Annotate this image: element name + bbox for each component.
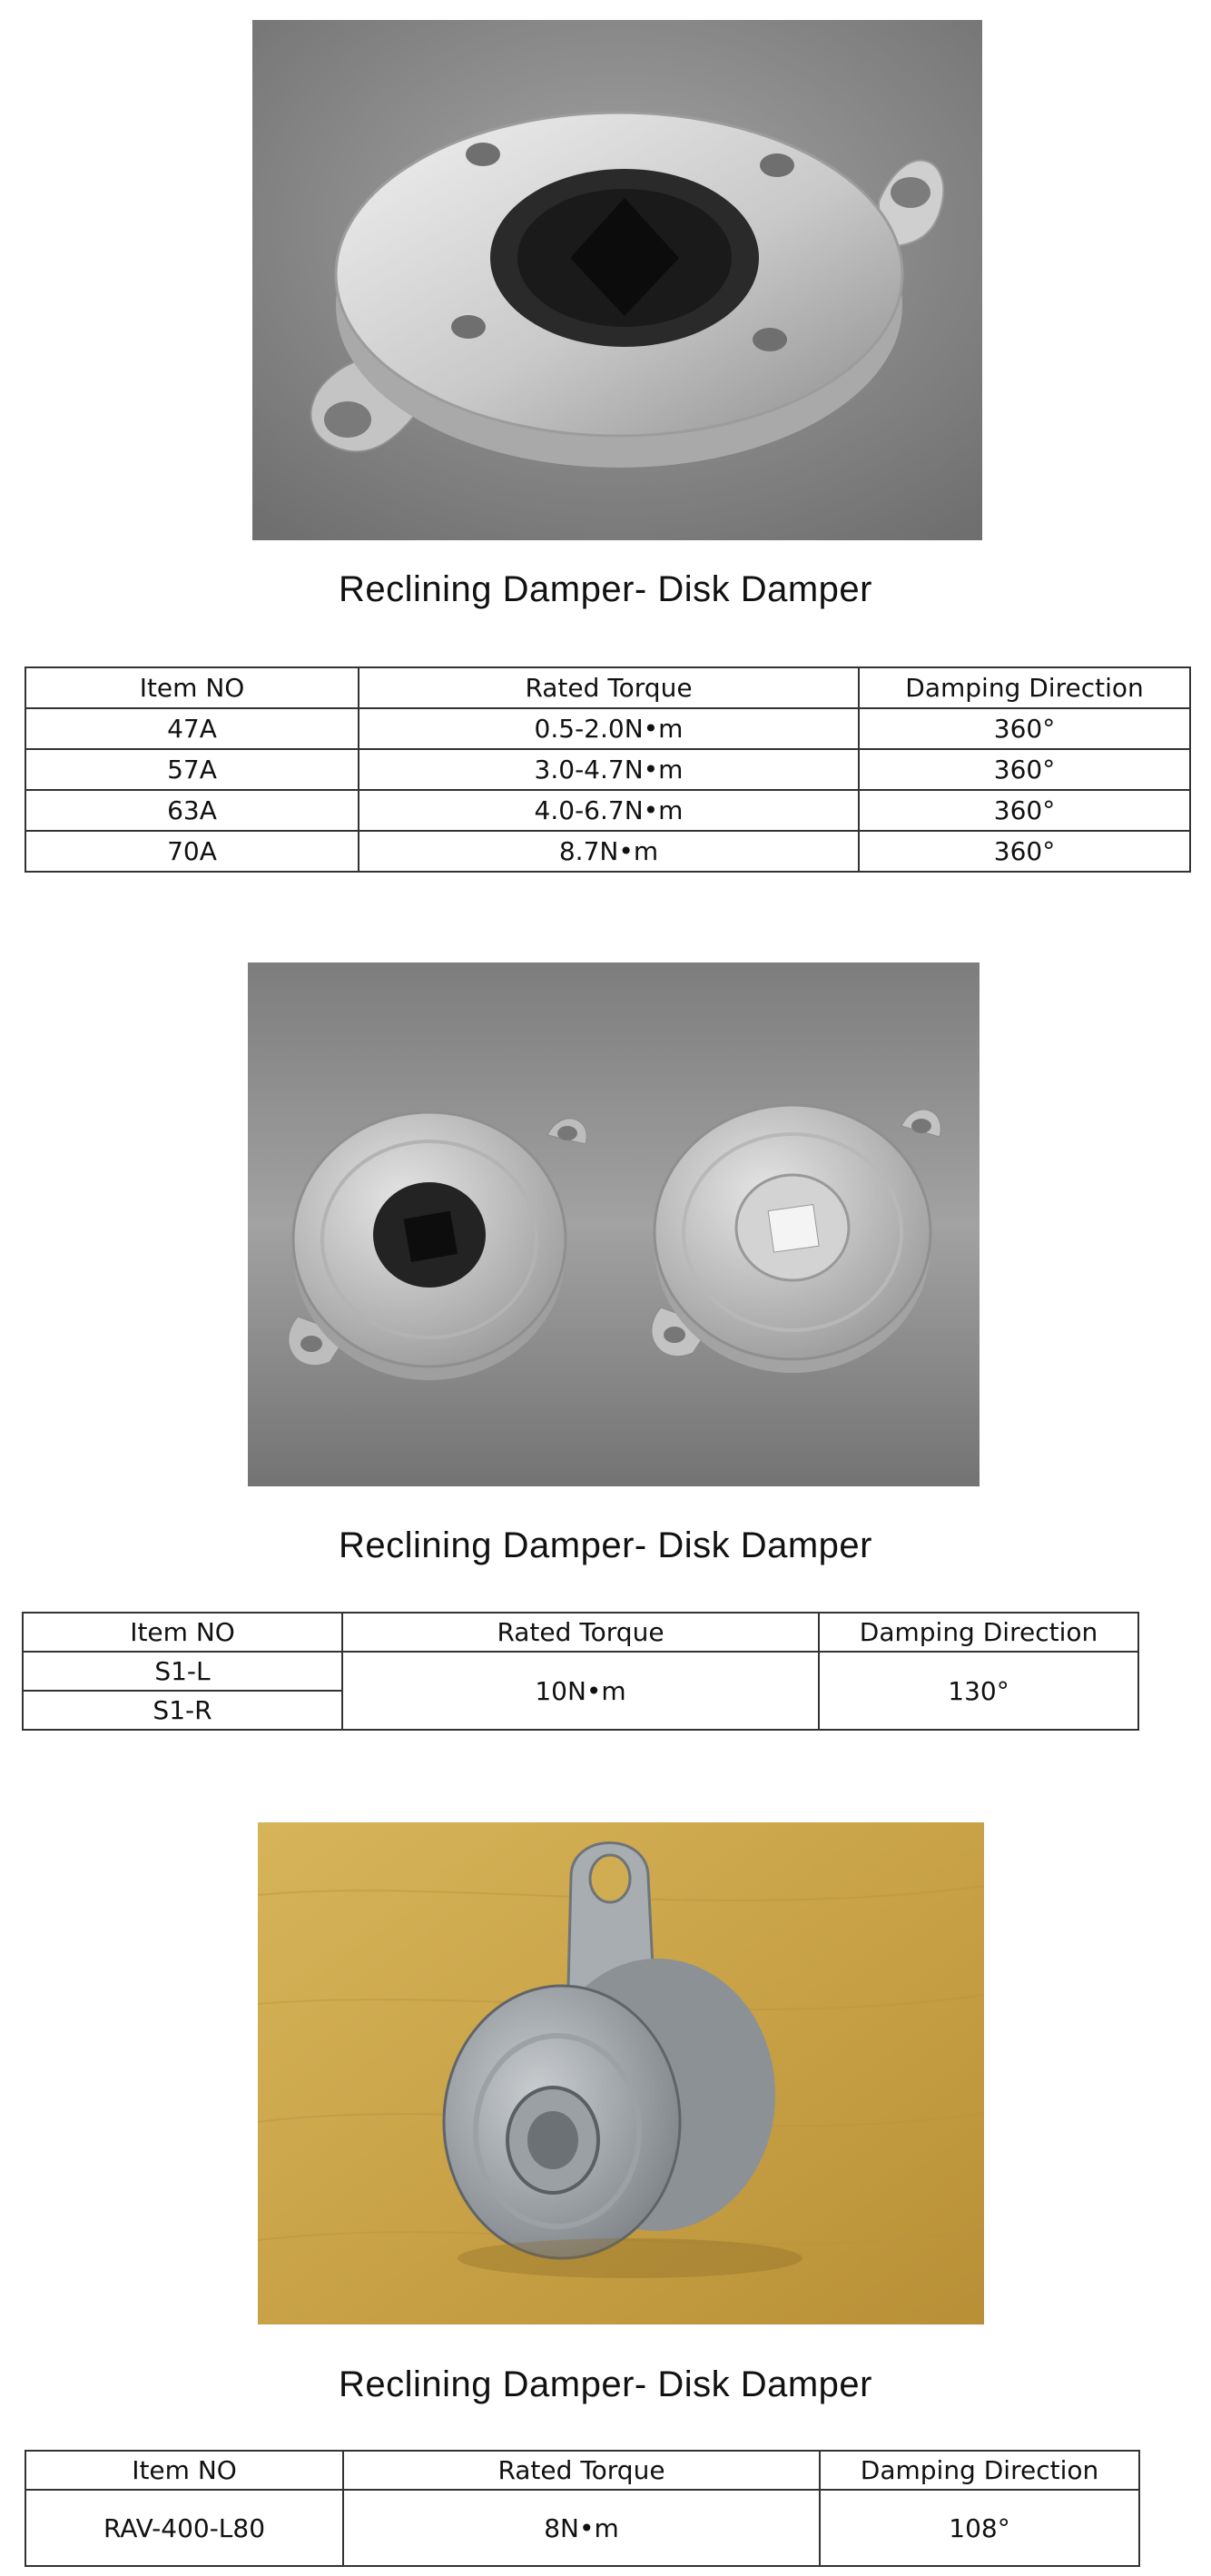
header-item-no: Item NO bbox=[25, 667, 359, 708]
cell-item-no: 70A bbox=[25, 831, 359, 872]
header-item-no: Item NO bbox=[23, 1613, 342, 1652]
cell-item-no: S1-R bbox=[23, 1691, 342, 1730]
header-item-no: Item NO bbox=[25, 2451, 343, 2490]
cell-item-no: 47A bbox=[25, 708, 359, 749]
spec-table bbox=[25, 666, 1191, 873]
section-caption: Reclining Damper- Disk Damper bbox=[339, 569, 872, 609]
header-damping-direction: Damping Direction bbox=[819, 1613, 1138, 1652]
table-header-row bbox=[25, 667, 1190, 708]
header-damping-direction: Damping Direction bbox=[820, 2451, 1139, 2490]
table-row bbox=[25, 2490, 1139, 2566]
cell-damping-direction: 360° bbox=[859, 831, 1190, 872]
cell-item-no: RAV-400-L80 bbox=[25, 2490, 343, 2566]
header-rated-torque: Rated Torque bbox=[343, 2451, 820, 2490]
section-caption: Reclining Damper- Disk Damper bbox=[339, 1525, 872, 1565]
cell-damping-direction: 360° bbox=[859, 790, 1190, 831]
cell-rated-torque: 10N•m bbox=[342, 1652, 819, 1730]
cell-item-no: S1-L bbox=[23, 1652, 342, 1691]
cell-damping-direction: 360° bbox=[859, 708, 1190, 749]
cell-rated-torque: 3.0-4.7N•m bbox=[359, 749, 859, 790]
table-header-row bbox=[23, 1613, 1138, 1652]
cell-rated-torque: 0.5-2.0N•m bbox=[359, 708, 859, 749]
table-row bbox=[25, 749, 1190, 790]
product-photo-disk-damper-pair bbox=[248, 962, 980, 1486]
cell-rated-torque: 8N•m bbox=[343, 2490, 820, 2566]
cell-rated-torque: 4.0-6.7N•m bbox=[359, 790, 859, 831]
cell-rated-torque: 8.7N•m bbox=[359, 831, 859, 872]
cell-item-no: 63A bbox=[25, 790, 359, 831]
spec-table bbox=[22, 1612, 1139, 1731]
cell-damping-direction: 130° bbox=[819, 1652, 1138, 1730]
table-row bbox=[25, 708, 1190, 749]
table-row bbox=[25, 831, 1190, 872]
header-damping-direction: Damping Direction bbox=[859, 667, 1190, 708]
cell-damping-direction: 108° bbox=[820, 2490, 1139, 2566]
table-row bbox=[23, 1652, 1138, 1691]
cell-item-no: 57A bbox=[25, 749, 359, 790]
section-caption: Reclining Damper- Disk Damper bbox=[339, 2364, 872, 2404]
table-header-row bbox=[25, 2451, 1139, 2490]
product-photo-disk-damper-1 bbox=[252, 20, 982, 540]
cell-damping-direction: 360° bbox=[859, 749, 1190, 790]
table-row bbox=[25, 790, 1190, 831]
header-rated-torque: Rated Torque bbox=[359, 667, 859, 708]
spec-table bbox=[25, 2450, 1140, 2567]
product-photo-rotary-damper bbox=[258, 1822, 984, 2324]
header-rated-torque: Rated Torque bbox=[342, 1613, 819, 1652]
